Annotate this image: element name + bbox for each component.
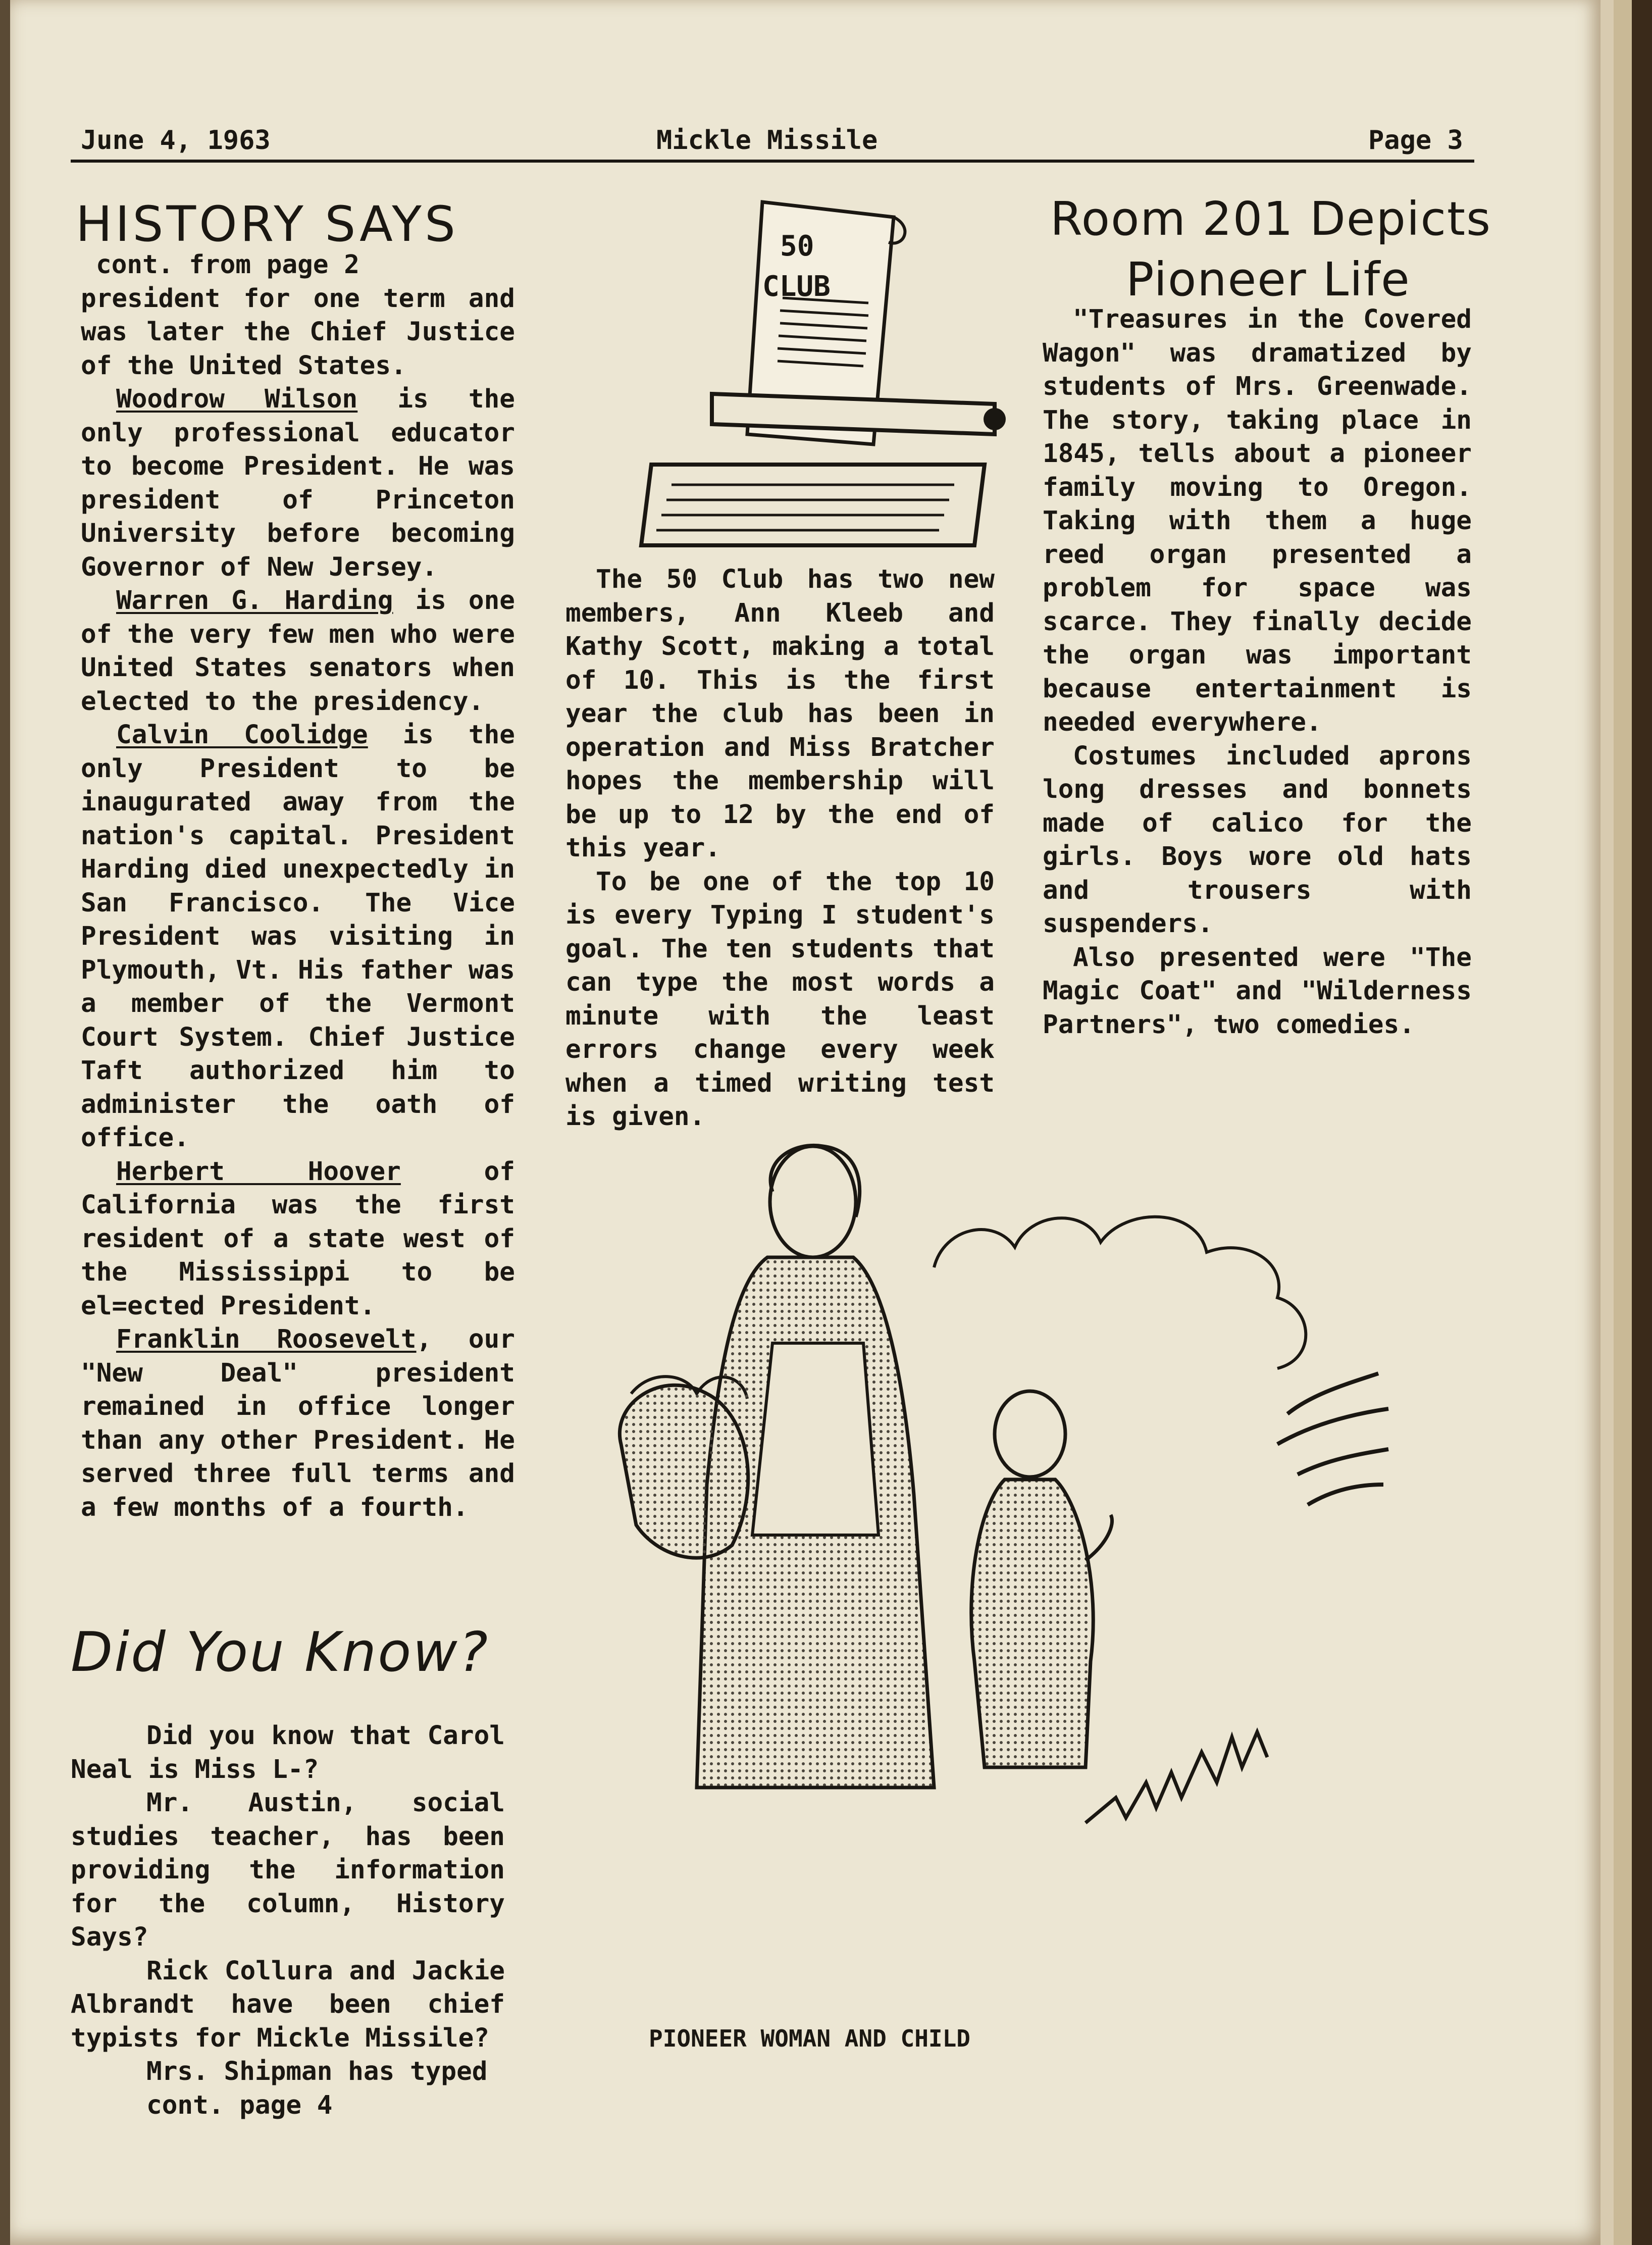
room201-heading-line1: Room 201 Depicts [1050, 192, 1492, 246]
dyk-paragraph: Did you know that Carol Neal is Miss L-? [71, 1721, 505, 1784]
wind-lines [1277, 1373, 1388, 1505]
did-you-know-column [71, 1719, 505, 2122]
pioneer-illustration [581, 1131, 1489, 2040]
fifty-club-paragraph: The 50 Club has two new members, Ann Kleeb and Kathy Scott, making a total of 10. This is the first year the club has been in operation and Miss Bratcher hopes the membership will be up to 12 by the end of this year. [565, 565, 995, 863]
child-clothes [971, 1479, 1094, 1767]
history-says-heading: HISTORY SAYS [76, 196, 458, 252]
page-number: Page 3 [1368, 125, 1463, 156]
harding-name: Warren G. Harding [116, 586, 393, 616]
room201-column [1043, 303, 1472, 1042]
woman-head [770, 1146, 856, 1257]
issue-date: June 4, 1963 [81, 125, 271, 156]
hoover-name: Herbert Hoover [116, 1156, 401, 1187]
paper-name: Mickle Missile [656, 125, 878, 156]
history-paragraph: Herbert Hoover of California was the first resident of a state west of the Mississippi to be el=ected President. [81, 1156, 515, 1321]
child-head [995, 1391, 1065, 1477]
room201-paragraph: Costumes included aprons long dresses and bonnets made of calico for the girls. Boys wore old hats and trousers with suspenders. [1043, 741, 1472, 939]
coolidge-name: Calvin Coolidge [116, 720, 368, 750]
history-paragraph: Franklin Roosevelt, our "New Deal" president remained in office longer than any other President. He served three full terms and a few months of a fourth. [81, 1324, 515, 1522]
logo-club: CLUB [762, 270, 831, 303]
keyboard [641, 465, 985, 545]
history-paragraph: Calvin Coolidge is the only President to be inaugurated away from the nation's capital. President Harding died unexpectedly in San Francisco. The Vice President was visiting in Plymouth, Vt. His father was a member of the Vermont Court System. Chief Justice Taft authorized him to administer the oath of office. [81, 720, 515, 1153]
logo-fifty: 50 [780, 230, 814, 263]
bonnet [620, 1385, 748, 1558]
binder-edge [1632, 0, 1652, 2245]
room201-heading-line2: Pioneer Life [1126, 252, 1411, 307]
room201-paragraph: "Treasures in the Covered Wagon" was dramatized by students of Mrs. Greenwade. The story, taking place in 1845, tells about a pioneer family moving to Oregon. Taking with them a huge reed organ presented a problem for space was scarce. They finally decide the organ was important because entertainment is needed everywhere. [1043, 304, 1472, 737]
history-says-column [81, 248, 515, 1524]
illustration-caption: PIONEER WOMAN AND CHILD [649, 2025, 970, 2052]
dyk-paragraph: Mr. Austin, social studies teacher, has been providing the information for the column, History Says? [71, 1788, 505, 1952]
header-rule [71, 160, 1474, 163]
page-edge [1614, 0, 1632, 2245]
page-edge [1601, 0, 1614, 2245]
fifty-club-column [565, 563, 995, 1134]
history-paragraph: president for one term and was later the Chief Justice of the United States. [81, 283, 515, 381]
wilson-name: Woodrow Wilson [116, 384, 358, 414]
typewriter-logo [631, 182, 1035, 566]
dyk-paragraph: Mrs. Shipman has typed [146, 2057, 488, 2086]
cloud-outline [934, 1217, 1306, 1368]
woman-apron [752, 1343, 879, 1535]
dyk-paragraph: Rick Collura and Jackie Albrandt have been chief typists for Mickle Missile? [71, 1956, 505, 2053]
did-you-know-heading: Did You Know? [71, 1621, 490, 1684]
dyk-cont: cont. page 4 [146, 2090, 333, 2120]
fifty-club-paragraph: To be one of the top 10 is every Typing I student's goal. The ten students that can type the most words a minute with the least errors change every week when a timed writing test is given. [565, 866, 995, 1132]
grass [1086, 1732, 1267, 1823]
history-paragraph: Woodrow Wilson is the only professional educator to become President. He was president of Princeton University before becoming Governor of New Jersey. [81, 384, 515, 582]
history-cont-from: cont. from page 2 [96, 250, 359, 280]
history-paragraph: Warren G. Harding is one of the very few men who were United States senators when elected to the presidency. [81, 586, 515, 717]
room201-paragraph: Also presented were "The Magic Coat" and "Wilderness Partners", two comedies. [1043, 942, 1472, 1040]
roosevelt-name: Franklin Roosevelt [116, 1324, 417, 1354]
